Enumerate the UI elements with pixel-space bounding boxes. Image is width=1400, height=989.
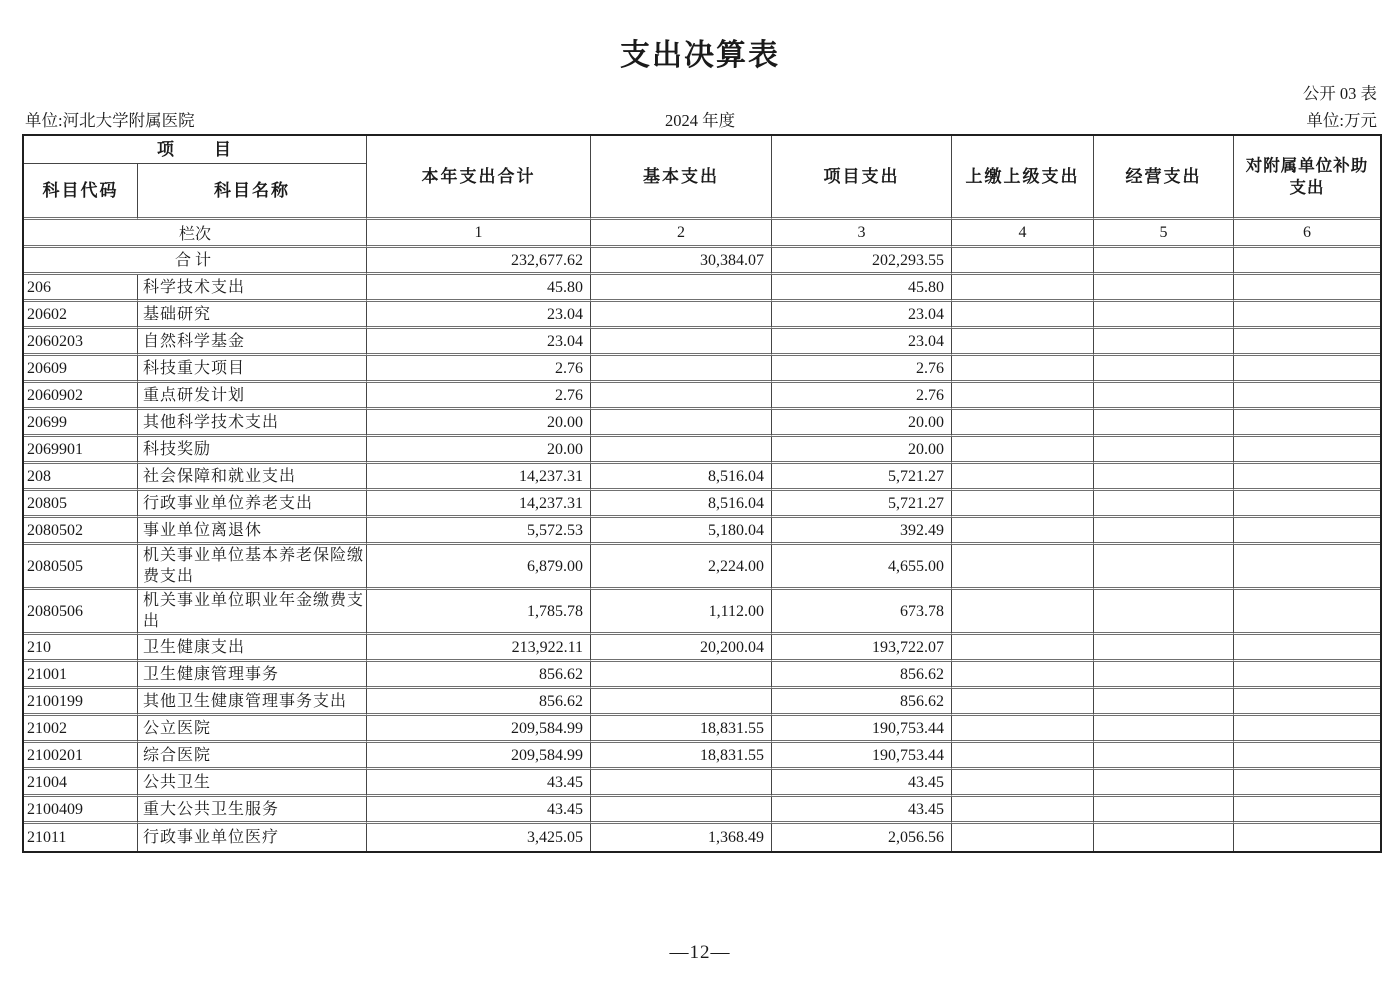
subject-name-cell: 机关事业单位基本养老保险缴费支出 bbox=[138, 545, 367, 590]
subject-name-cell: 自然科学基金 bbox=[138, 329, 367, 356]
subject-code-cell: 20609 bbox=[24, 356, 138, 383]
subject-code-cell: 206 bbox=[24, 275, 138, 302]
value-cell bbox=[952, 437, 1094, 464]
table-row bbox=[24, 743, 1380, 770]
subject-name-cell: 行政事业单位养老支出 bbox=[138, 491, 367, 518]
value-cell bbox=[952, 545, 1094, 590]
value-cell: 392.49 bbox=[772, 518, 952, 545]
value-cell: 23.04 bbox=[367, 329, 591, 356]
subject-name-cell: 科学技术支出 bbox=[138, 275, 367, 302]
value-cell bbox=[1094, 662, 1234, 689]
value-cell bbox=[591, 689, 772, 716]
header-row-1 bbox=[24, 136, 1380, 164]
subject-name-cell: 卫生健康管理事务 bbox=[138, 662, 367, 689]
value-cell bbox=[591, 437, 772, 464]
value-cell bbox=[1094, 824, 1234, 851]
col-header-subsidy: 对附属单位补助支出 bbox=[1234, 136, 1380, 220]
table-row bbox=[24, 824, 1380, 851]
total-row bbox=[24, 248, 1380, 275]
value-cell bbox=[952, 410, 1094, 437]
value-cell bbox=[1234, 464, 1380, 491]
value-cell bbox=[1234, 383, 1380, 410]
subject-code-cell: 21011 bbox=[24, 824, 138, 851]
table-row bbox=[24, 356, 1380, 383]
value-cell bbox=[952, 824, 1094, 851]
value-cell bbox=[1234, 302, 1380, 329]
subject-code-cell: 2060203 bbox=[24, 329, 138, 356]
value-cell: 193,722.07 bbox=[772, 635, 952, 662]
value-cell bbox=[1234, 518, 1380, 545]
value-cell bbox=[1234, 770, 1380, 797]
column-index-row bbox=[24, 220, 1380, 248]
value-cell bbox=[1234, 275, 1380, 302]
value-cell: 856.62 bbox=[772, 689, 952, 716]
table-row bbox=[24, 545, 1380, 590]
col-header-basic: 基本支出 bbox=[591, 136, 772, 220]
table-row bbox=[24, 410, 1380, 437]
value-cell bbox=[952, 662, 1094, 689]
value-cell bbox=[952, 590, 1094, 635]
value-cell: 213,922.11 bbox=[367, 635, 591, 662]
page-title: 支出决算表 bbox=[620, 39, 780, 72]
value-cell: 18,831.55 bbox=[591, 716, 772, 743]
subject-name-cell: 卫生健康支出 bbox=[138, 635, 367, 662]
column-index-5: 5 bbox=[1094, 220, 1234, 248]
value-cell bbox=[591, 797, 772, 824]
page-number: —12— bbox=[669, 942, 731, 963]
value-cell: 43.45 bbox=[772, 770, 952, 797]
table-row bbox=[24, 491, 1380, 518]
value-cell: 856.62 bbox=[772, 662, 952, 689]
value-cell bbox=[1094, 716, 1234, 743]
value-cell bbox=[1234, 716, 1380, 743]
value-cell: 3,425.05 bbox=[367, 824, 591, 851]
column-index-3: 3 bbox=[772, 220, 952, 248]
table-row bbox=[24, 797, 1380, 824]
value-cell bbox=[591, 410, 772, 437]
col-header-operating: 经营支出 bbox=[1094, 136, 1234, 220]
value-cell bbox=[952, 491, 1094, 518]
value-cell bbox=[952, 464, 1094, 491]
value-cell bbox=[952, 689, 1094, 716]
value-cell: 45.80 bbox=[772, 275, 952, 302]
table-row bbox=[24, 716, 1380, 743]
value-cell bbox=[952, 716, 1094, 743]
subject-name-cell: 行政事业单位医疗 bbox=[138, 824, 367, 851]
subject-name-cell: 综合医院 bbox=[138, 743, 367, 770]
value-cell: 190,753.44 bbox=[772, 743, 952, 770]
value-cell bbox=[952, 275, 1094, 302]
col-header-total: 本年支出合计 bbox=[367, 136, 591, 220]
table-row bbox=[24, 770, 1380, 797]
value-cell: 20.00 bbox=[772, 410, 952, 437]
subject-name-cell: 机关事业单位职业年金缴费支出 bbox=[138, 590, 367, 635]
value-cell: 2.76 bbox=[367, 383, 591, 410]
value-cell: 45.80 bbox=[367, 275, 591, 302]
subject-name-cell: 其他卫生健康管理事务支出 bbox=[138, 689, 367, 716]
value-cell bbox=[591, 356, 772, 383]
value-cell bbox=[1094, 383, 1234, 410]
subject-code-cell: 21002 bbox=[24, 716, 138, 743]
value-cell bbox=[591, 383, 772, 410]
value-cell bbox=[1094, 275, 1234, 302]
value-cell: 202,293.55 bbox=[772, 248, 952, 275]
value-cell bbox=[1234, 662, 1380, 689]
value-cell: 5,721.27 bbox=[772, 464, 952, 491]
value-cell bbox=[591, 770, 772, 797]
value-cell bbox=[1234, 743, 1380, 770]
value-cell: 2.76 bbox=[367, 356, 591, 383]
value-cell bbox=[1094, 518, 1234, 545]
subject-name-cell: 社会保障和就业支出 bbox=[138, 464, 367, 491]
value-cell bbox=[1234, 437, 1380, 464]
value-cell bbox=[952, 248, 1094, 275]
expenditure-table bbox=[24, 136, 1380, 851]
value-cell bbox=[952, 635, 1094, 662]
value-cell bbox=[952, 329, 1094, 356]
value-cell bbox=[1234, 248, 1380, 275]
value-cell: 232,677.62 bbox=[367, 248, 591, 275]
value-cell: 6,879.00 bbox=[367, 545, 591, 590]
table-row bbox=[24, 662, 1380, 689]
value-cell: 23.04 bbox=[772, 302, 952, 329]
value-cell bbox=[1234, 410, 1380, 437]
value-cell bbox=[952, 797, 1094, 824]
subject-code-cell: 2069901 bbox=[24, 437, 138, 464]
subject-name-cell: 基础研究 bbox=[138, 302, 367, 329]
currency-unit-label: 单位:万元 bbox=[1306, 111, 1377, 130]
subject-code-cell: 208 bbox=[24, 464, 138, 491]
value-cell bbox=[591, 302, 772, 329]
value-cell bbox=[952, 743, 1094, 770]
table-row bbox=[24, 635, 1380, 662]
value-cell bbox=[1234, 797, 1380, 824]
value-cell bbox=[1094, 464, 1234, 491]
value-cell bbox=[952, 770, 1094, 797]
value-cell: 8,516.04 bbox=[591, 464, 772, 491]
value-cell: 673.78 bbox=[772, 590, 952, 635]
value-cell bbox=[1094, 689, 1234, 716]
value-cell: 14,237.31 bbox=[367, 491, 591, 518]
value-cell bbox=[952, 518, 1094, 545]
value-cell: 4,655.00 bbox=[772, 545, 952, 590]
col-header-upper-level: 上缴上级支出 bbox=[952, 136, 1094, 220]
subject-name-cell: 事业单位离退休 bbox=[138, 518, 367, 545]
value-cell: 2,056.56 bbox=[772, 824, 952, 851]
value-cell: 20.00 bbox=[772, 437, 952, 464]
subject-code-cell: 210 bbox=[24, 635, 138, 662]
fiscal-year-label: 2024 年度 bbox=[664, 111, 736, 130]
value-cell bbox=[1234, 545, 1380, 590]
subject-code-cell: 20602 bbox=[24, 302, 138, 329]
table-row bbox=[24, 302, 1380, 329]
value-cell: 43.45 bbox=[367, 797, 591, 824]
value-cell bbox=[1234, 824, 1380, 851]
value-cell bbox=[1234, 491, 1380, 518]
value-cell bbox=[1094, 410, 1234, 437]
value-cell bbox=[591, 275, 772, 302]
subject-code-cell: 2060902 bbox=[24, 383, 138, 410]
value-cell bbox=[1234, 635, 1380, 662]
value-cell bbox=[1094, 770, 1234, 797]
subject-name-cell: 科技奖励 bbox=[138, 437, 367, 464]
table-row bbox=[24, 518, 1380, 545]
subject-code-cell: 20699 bbox=[24, 410, 138, 437]
column-index-1: 1 bbox=[367, 220, 591, 248]
subject-code-cell: 2100199 bbox=[24, 689, 138, 716]
organization-label: 单位:河北大学附属医院 bbox=[25, 111, 195, 130]
value-cell bbox=[1094, 437, 1234, 464]
col-header-subject-code: 科目代码 bbox=[24, 164, 138, 220]
value-cell: 18,831.55 bbox=[591, 743, 772, 770]
table-row bbox=[24, 275, 1380, 302]
value-cell: 2,224.00 bbox=[591, 545, 772, 590]
subject-code-cell: 20805 bbox=[24, 491, 138, 518]
value-cell bbox=[1234, 689, 1380, 716]
value-cell bbox=[1094, 248, 1234, 275]
column-index-6: 6 bbox=[1234, 220, 1380, 248]
value-cell: 2.76 bbox=[772, 383, 952, 410]
value-cell: 2.76 bbox=[772, 356, 952, 383]
subject-name-cell: 重大公共卫生服务 bbox=[138, 797, 367, 824]
form-number-note: 公开 03 表 bbox=[1302, 84, 1377, 103]
column-index-4: 4 bbox=[952, 220, 1094, 248]
value-cell bbox=[1094, 743, 1234, 770]
value-cell: 8,516.04 bbox=[591, 491, 772, 518]
value-cell bbox=[1094, 302, 1234, 329]
value-cell bbox=[952, 356, 1094, 383]
subject-code-cell: 2100409 bbox=[24, 797, 138, 824]
table-row bbox=[24, 383, 1380, 410]
column-index-2: 2 bbox=[591, 220, 772, 248]
value-cell bbox=[952, 383, 1094, 410]
value-cell bbox=[1094, 356, 1234, 383]
table-row bbox=[24, 437, 1380, 464]
subject-name-cell: 其他科学技术支出 bbox=[138, 410, 367, 437]
subject-code-cell: 21004 bbox=[24, 770, 138, 797]
value-cell: 209,584.99 bbox=[367, 716, 591, 743]
col-header-project: 项目支出 bbox=[772, 136, 952, 220]
value-cell: 23.04 bbox=[367, 302, 591, 329]
value-cell bbox=[952, 302, 1094, 329]
value-cell: 20,200.04 bbox=[591, 635, 772, 662]
table-row bbox=[24, 329, 1380, 356]
value-cell: 856.62 bbox=[367, 689, 591, 716]
value-cell: 5,572.53 bbox=[367, 518, 591, 545]
value-cell: 20.00 bbox=[367, 410, 591, 437]
value-cell: 1,112.00 bbox=[591, 590, 772, 635]
value-cell bbox=[1094, 635, 1234, 662]
value-cell: 209,584.99 bbox=[367, 743, 591, 770]
subject-name-cell: 科技重大项目 bbox=[138, 356, 367, 383]
subject-code-cell: 2080505 bbox=[24, 545, 138, 590]
value-cell bbox=[1094, 545, 1234, 590]
col-header-subject-name: 科目名称 bbox=[138, 164, 367, 220]
table-row bbox=[24, 464, 1380, 491]
subject-name-cell: 重点研发计划 bbox=[138, 383, 367, 410]
subject-name-cell: 公共卫生 bbox=[138, 770, 367, 797]
value-cell: 23.04 bbox=[772, 329, 952, 356]
subject-code-cell: 2080502 bbox=[24, 518, 138, 545]
subject-name-cell: 公立医院 bbox=[138, 716, 367, 743]
project-group-header: 项 目 bbox=[24, 136, 367, 164]
value-cell bbox=[1234, 356, 1380, 383]
value-cell bbox=[1094, 590, 1234, 635]
table-row bbox=[24, 689, 1380, 716]
table-row bbox=[24, 590, 1380, 635]
subject-code-cell: 21001 bbox=[24, 662, 138, 689]
total-label-cell: 合计 bbox=[24, 248, 367, 275]
value-cell: 5,721.27 bbox=[772, 491, 952, 518]
value-cell bbox=[591, 329, 772, 356]
value-cell: 190,753.44 bbox=[772, 716, 952, 743]
value-cell: 43.45 bbox=[367, 770, 591, 797]
value-cell: 30,384.07 bbox=[591, 248, 772, 275]
value-cell: 1,785.78 bbox=[367, 590, 591, 635]
value-cell bbox=[1094, 797, 1234, 824]
value-cell: 20.00 bbox=[367, 437, 591, 464]
value-cell: 14,237.31 bbox=[367, 464, 591, 491]
value-cell: 43.45 bbox=[772, 797, 952, 824]
value-cell: 1,368.49 bbox=[591, 824, 772, 851]
value-cell bbox=[1094, 329, 1234, 356]
expenditure-table-wrapper bbox=[22, 134, 1382, 853]
value-cell: 5,180.04 bbox=[591, 518, 772, 545]
subject-code-cell: 2080506 bbox=[24, 590, 138, 635]
column-index-label: 栏次 bbox=[24, 220, 367, 248]
subject-code-cell: 2100201 bbox=[24, 743, 138, 770]
value-cell bbox=[591, 662, 772, 689]
value-cell bbox=[1234, 329, 1380, 356]
value-cell bbox=[1094, 491, 1234, 518]
value-cell: 856.62 bbox=[367, 662, 591, 689]
value-cell bbox=[1234, 590, 1380, 635]
